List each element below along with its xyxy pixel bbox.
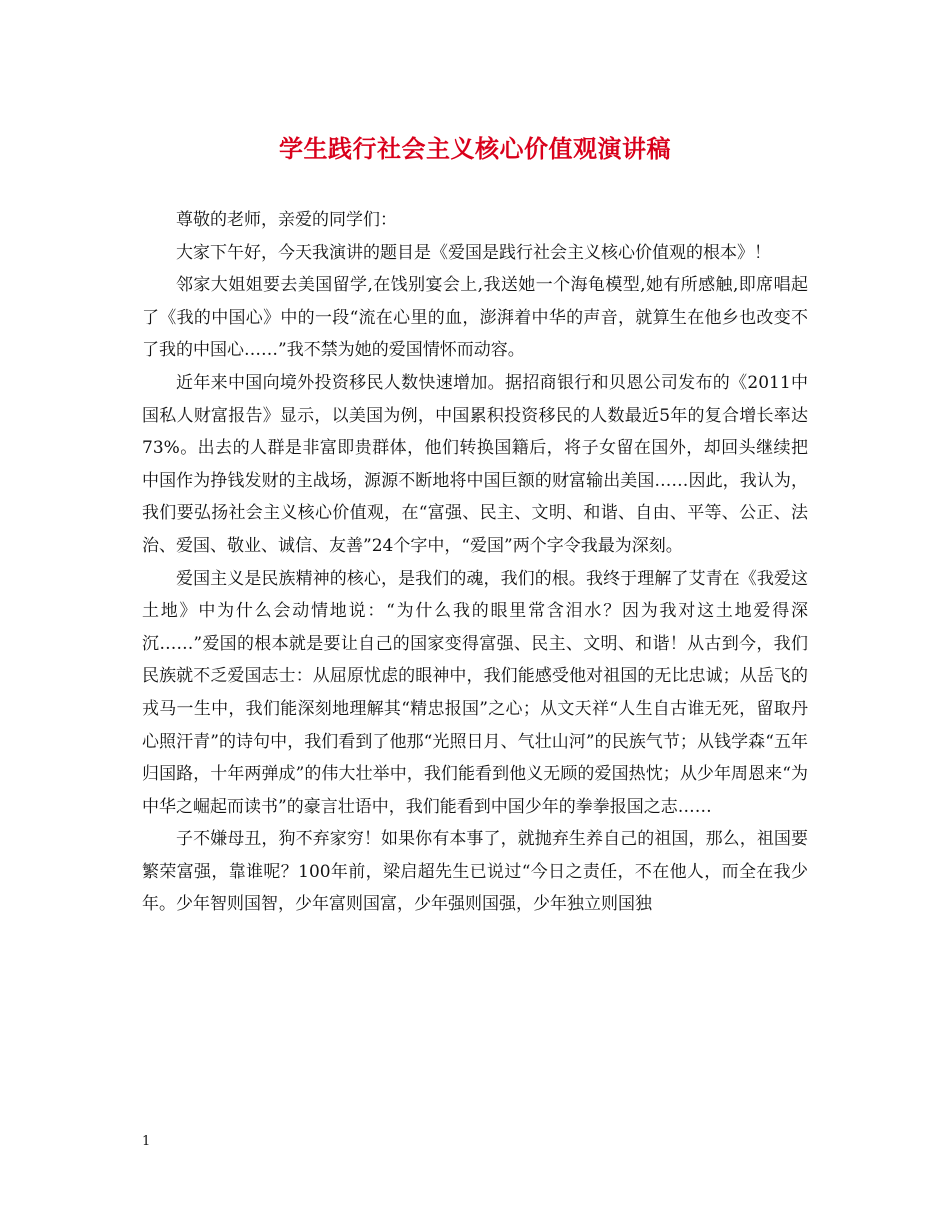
- document-title: 学生践行社会主义核心价值观演讲稿: [279, 134, 671, 163]
- document-body: [142, 204, 808, 921]
- paragraph-greeting: 尊敬的老师，亲爱的同学们：: [176, 210, 397, 230]
- page-number: 1: [142, 1134, 151, 1149]
- paragraph-patriotism: 爱国主义是民族精神的核心，是我们的魂，我们的根。我终于理解了艾青在《我爱这土地》中为什么会动情地说：“为什么我的眼里常含泪水？因为我对这土地爱得深沉……”爱国的根本就是要让自己的国家变得富强、民主、文明、和谐！从古到今，我们民族就不乏爱国志士：从屈原忧虑的眼神中，我们能感受他对祖国的无比忠诚；从岳飞的戎马一生中，我们能深刻地理解其“精忠报国”之心；从文天祥“人生自古谁无死，留取丹心照汗青”的诗句中，我们看到了他那“光照日月、气壮山河”的民族气节；从钱学森“五年归国路，十年两弹成”的伟大壮举中，我们能看到他义无顾的爱国热忱；从少年周恩来“为中华之崛起而读书”的豪言壮语中，我们能看到中国少年的拳拳报国之志……: [142, 568, 808, 817]
- paragraph-intro: 大家下午好，今天我演讲的题目是《爱国是践行社会主义核心价值观的根本》！: [176, 242, 771, 263]
- paragraph-youth: 子不嫌母丑，狗不弃家穷！如果你有本事了，就抛弃生养自己的祖国，那么，祖国要繁荣富强，靠谁呢？100年前，梁启超先生已说过“今日之责任，不在他人，而全在我少年。少年智则国智，少年富则国富，少年强则国强，少年独立则国独: [142, 829, 808, 915]
- paragraph-emigration: 近年来中国向境外投资移民人数快速增加。据招商银行和贝恩公司发布的《2011中国私人财富报告》显示，以美国为例，中国累积投资移民的人数最近5年的复合增长率达73%。出去的人群是非富即贵群体，他们转换国籍后，将子女留在国外，却回头继续把中国作为挣钱发财的主战场，源源不断地将中国巨额的财富输出美国……因此，我认为，我们要弘扬社会主义核心价值观，在“富强、民主、文明、和谐、自由、平等、公正、法治、爱国、敬业、诚信、友善”24个字中，“爱国”两个字令我最为深刻。: [142, 372, 808, 556]
- paragraph-neighbor-story: 邻家大姐姐要去美国留学,在饯别宴会上,我送她一个海龟模型,她有所感触,即席唱起了《我的中国心》中的一段“流在心里的血，澎湃着中华的声音，就算生在他乡也改变不了我的中国心……”我不禁为她的爱国情怀而动容。: [142, 275, 808, 361]
